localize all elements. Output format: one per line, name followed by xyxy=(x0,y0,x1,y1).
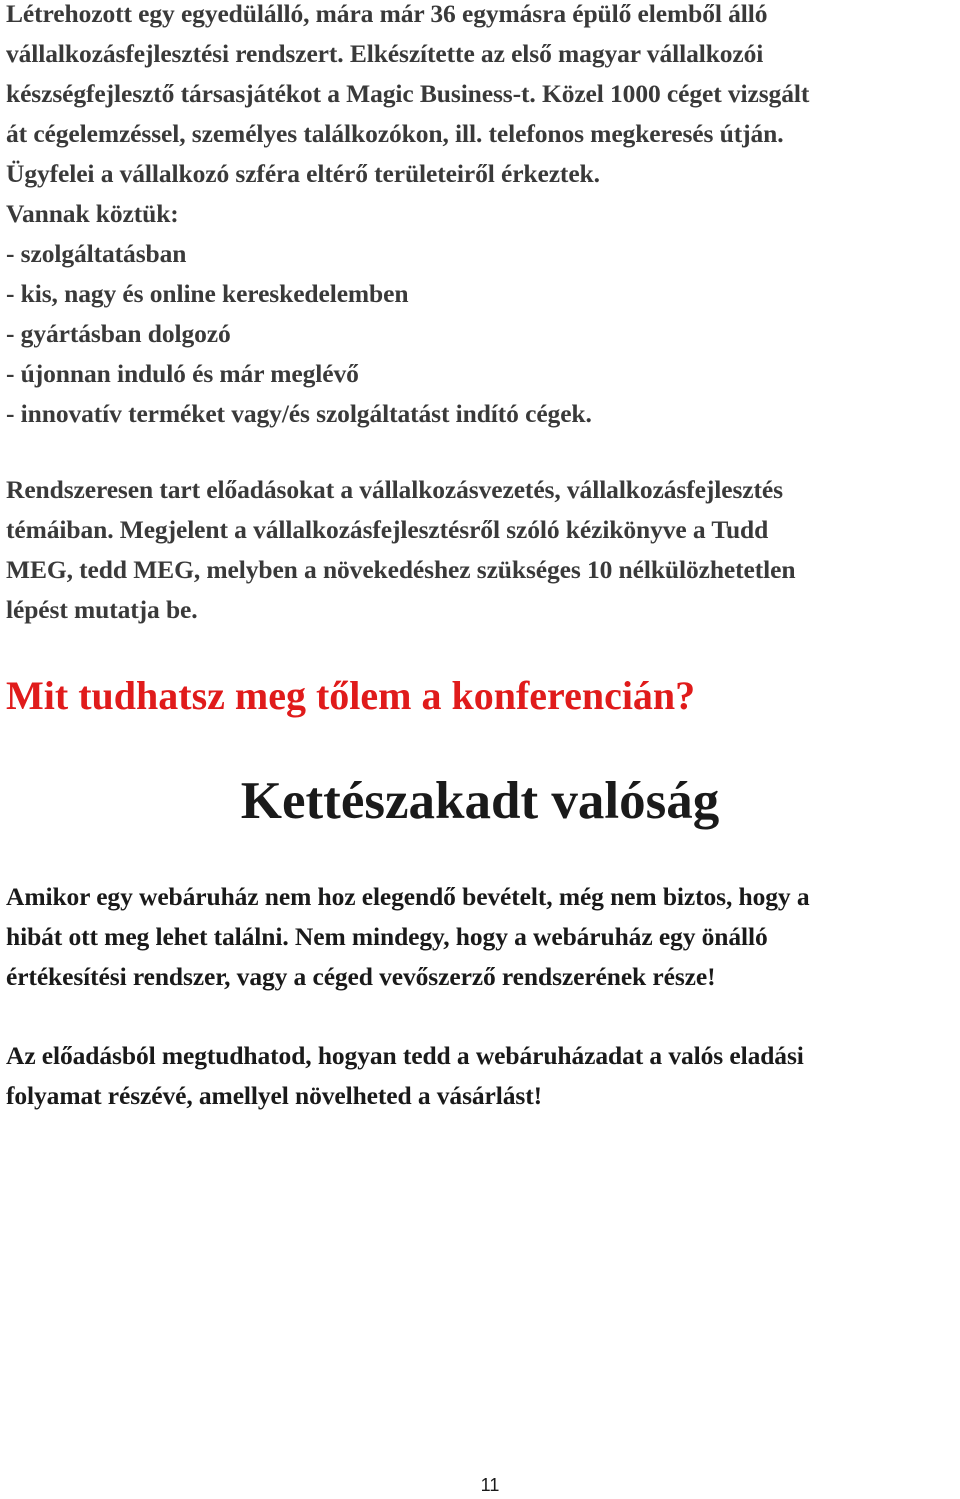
paragraph-line: értékesítési rendszer, vagy a céged vevőszerző rendszerének része! xyxy=(6,962,716,991)
paragraph-line: Amikor egy webáruház nem hoz elegendő bevételt, még nem biztos, hogy a xyxy=(6,882,810,911)
paragraph-line: folyamat részévé, amellyel növelheted a vásárlást! xyxy=(6,1081,543,1110)
talk-title: Kettészakadt valóság xyxy=(240,772,720,830)
paragraph-line: MEG, tedd MEG, melyben a növekedéshez szükséges 10 nélkülözhetetlen xyxy=(6,555,796,584)
list-item: - kis, nagy és online kereskedelemben xyxy=(6,279,409,308)
section-question-heading: Mit tudhatsz meg tőlem a konferencián? xyxy=(6,673,696,718)
list-item: - innovatív terméket vagy/és szolgáltatást indító cégek. xyxy=(6,399,592,428)
list-item: - gyártásban dolgozó xyxy=(6,319,231,348)
paragraph-line: Létrehozott egy egyedülálló, mára már 36 egymásra épülő elemből álló xyxy=(6,0,768,28)
paragraph-line: készségfejlesztő társasjátékot a Magic Business-t. Közel 1000 céget vizsgált xyxy=(6,79,810,108)
paragraph-line: Ügyfelei a vállalkozó szféra eltérő területeiről érkeztek. xyxy=(6,159,600,188)
paragraph-line: Rendszeresen tart előadásokat a vállalkozásvezetés, vállalkozásfejlesztés xyxy=(6,475,783,504)
lectures-paragraph xyxy=(6,470,956,630)
paragraph-line: át cégelemzéssel, személyes találkozókon, ill. telefonos megkeresés útján. xyxy=(6,119,784,148)
intro-paragraph xyxy=(6,0,956,434)
paragraph-line: hibát ott meg lehet találni. Nem mindegy, hogy a webáruház egy önálló xyxy=(6,922,768,951)
paragraph-line: lépést mutatja be. xyxy=(6,595,198,624)
presentation-paragraph xyxy=(6,1036,956,1116)
paragraph-line: témáiban. Megjelent a vállalkozásfejlesztésről szóló kézikönyve a Tudd xyxy=(6,515,769,544)
paragraph-line: vállalkozásfejlesztési rendszert. Elkészítette az első magyar vállalkozói xyxy=(6,39,764,68)
list-item: - újonnan induló és már meglévő xyxy=(6,359,359,388)
problem-paragraph xyxy=(6,877,956,997)
paragraph-line: Vannak köztük: xyxy=(6,199,179,228)
paragraph-line: Az előadásból megtudhatod, hogyan tedd a webáruházadat a valós eladási xyxy=(6,1041,804,1070)
page-number: 11 xyxy=(480,1475,500,1495)
list-item: - szolgáltatásban xyxy=(6,239,187,268)
